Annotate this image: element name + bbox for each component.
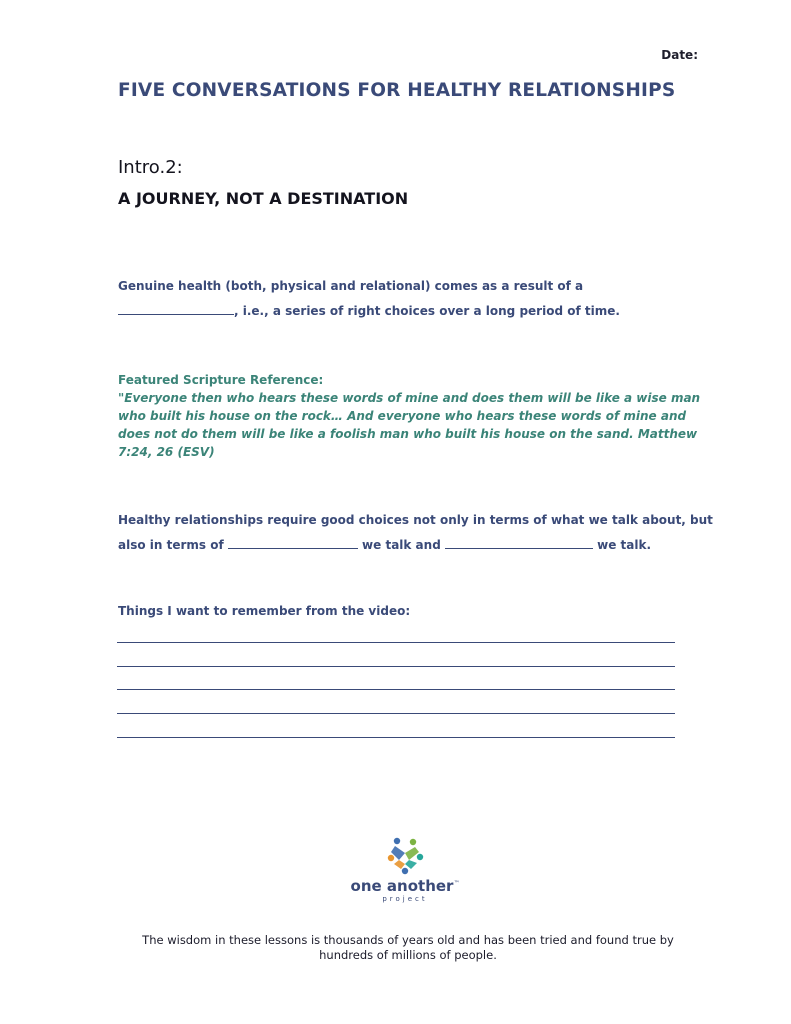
relationships-paragraph: [118, 508, 718, 558]
note-line[interactable]: [117, 642, 675, 643]
one-another-logo-icon: [385, 836, 425, 876]
note-line[interactable]: [117, 666, 675, 667]
footer-text: The wisdom in these lessons is thousands of years old and has been tried and found true by hundreds of millions of people.: [142, 933, 674, 962]
fill-in-blank[interactable]: [118, 301, 234, 315]
relationships-text-end: we talk.: [592, 538, 652, 552]
health-text-start: Genuine health (both, physical and relational) comes as a result of a: [118, 279, 584, 293]
relationships-text-start: Healthy relationships require good choices not only in terms of what we talk about, but also in terms of: [118, 513, 713, 552]
relationships-text-middle: we talk and: [357, 538, 445, 552]
logo-shape-icon: [394, 860, 405, 869]
scripture-quote: "Everyone then who hears these words of mine and does them will be like a wise man who built his house on the rock… And everyone who hears these words of mine and does not do them will be like a foolish man who built his house on the sand. Matthew 7:24, 26 (ESV): [118, 391, 701, 459]
logo-subtitle: project: [382, 895, 428, 903]
health-paragraph: [118, 274, 698, 324]
logo-shape-icon: [405, 847, 419, 860]
session-label: Intro.2:: [118, 157, 183, 178]
notes-heading: Things I want to remember from the video:: [118, 604, 411, 618]
note-line[interactable]: [117, 713, 675, 714]
page-title: FIVE CONVERSATIONS FOR HEALTHY RELATIONSHIPS: [118, 80, 676, 101]
fill-in-blank[interactable]: [228, 535, 358, 549]
logo-dot-icon: [402, 868, 408, 874]
date-label: Date:: [661, 48, 698, 62]
logo-dot-icon: [417, 854, 423, 860]
logo-dot-icon: [394, 838, 400, 844]
logo-dot-icon: [388, 855, 394, 861]
logo-wordmark: [300, 877, 510, 895]
fill-in-blank[interactable]: [445, 535, 593, 549]
scripture-heading: Featured Scripture Reference:: [118, 373, 324, 387]
logo-dot-icon: [410, 839, 416, 845]
note-line[interactable]: [117, 689, 675, 690]
logo-shape-icon: [405, 860, 417, 869]
trademark-symbol: ™: [453, 880, 460, 887]
health-text-end: , i.e., a series of right choices over a long period of time.: [234, 304, 620, 318]
session-title: A JOURNEY, NOT A DESTINATION: [118, 189, 409, 208]
note-line[interactable]: [117, 737, 675, 738]
logo-name-text: one another: [350, 877, 454, 895]
